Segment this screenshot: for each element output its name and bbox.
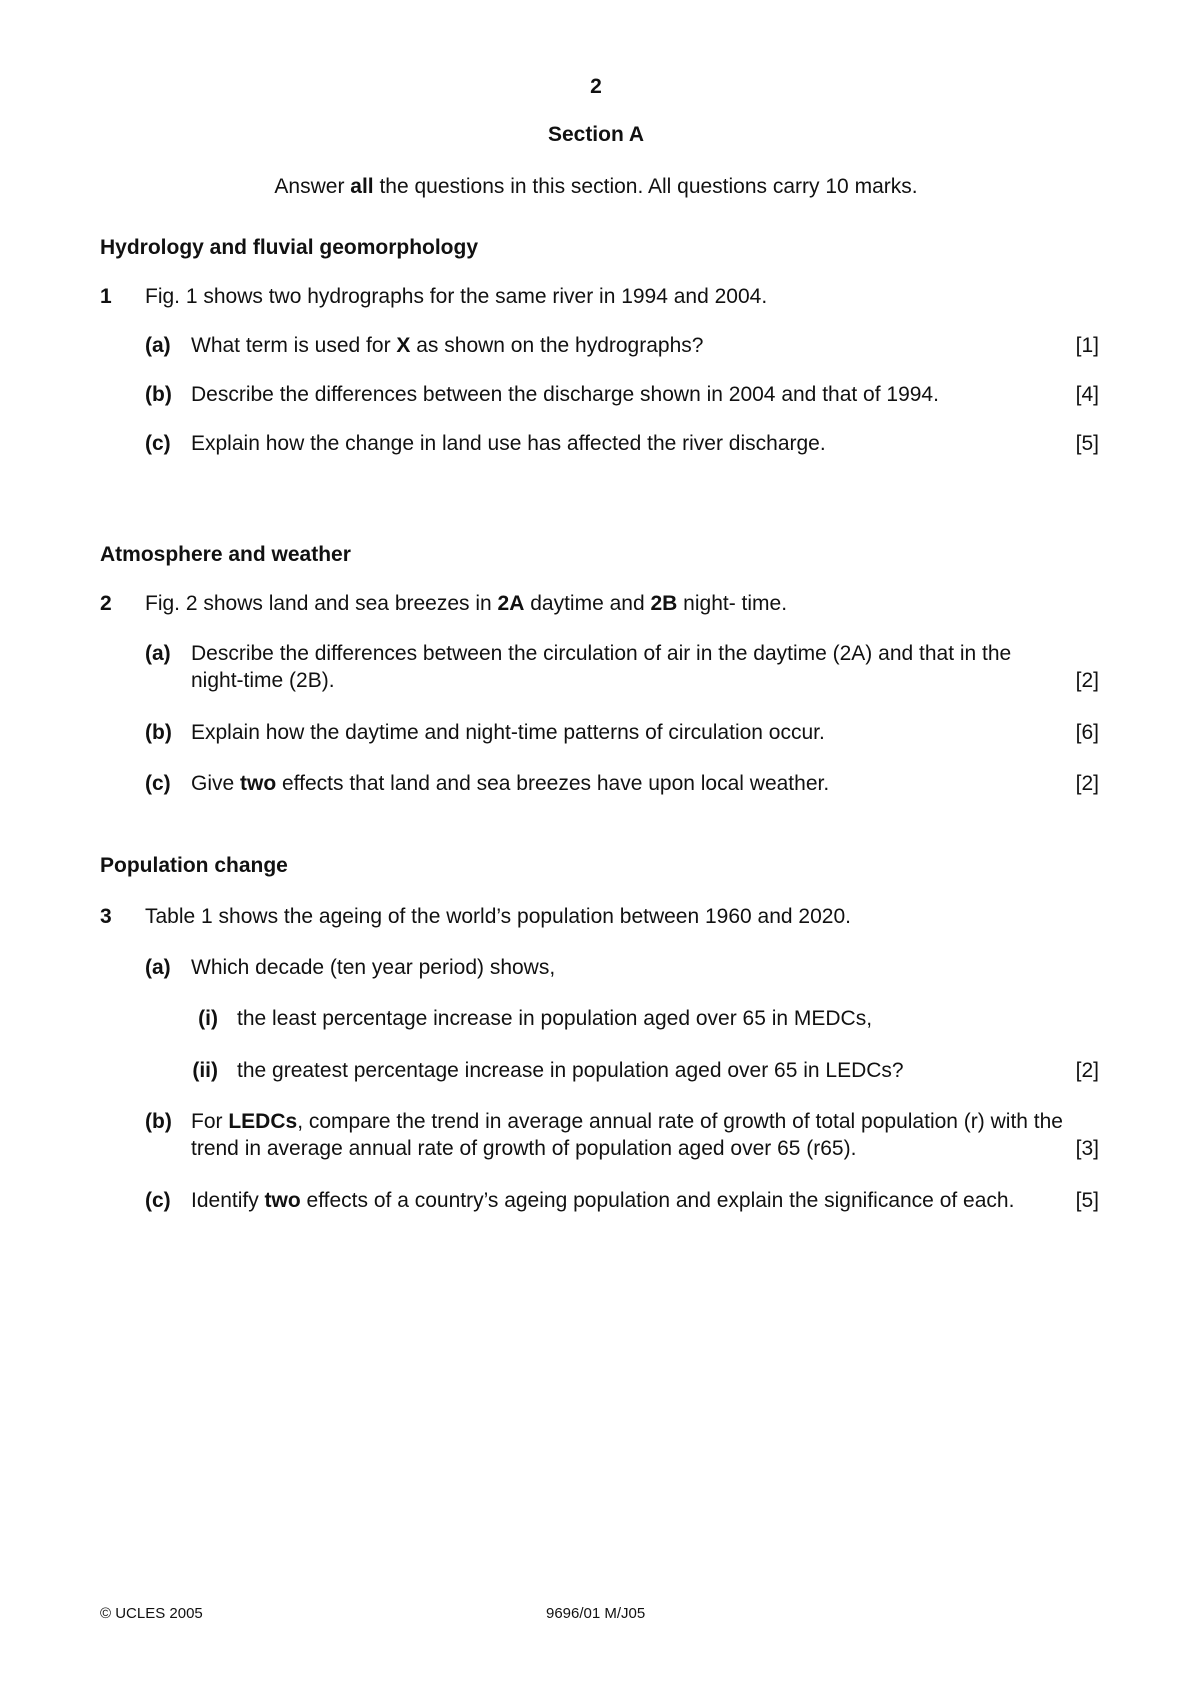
part-text-2a-line1: Describe the differences between the circulation of air in the daytime (2A) and that in the (191, 642, 1012, 665)
part-text-3b-bold: LEDCs (228, 1110, 298, 1133)
part-text-3c (191, 1188, 1061, 1214)
footer-copyright: © UCLES 2005 (100, 1605, 203, 1622)
question-text-3: Table 1 shows the ageing of the world’s population between 1960 and 2020. (145, 905, 851, 928)
part-text-3c-pre: Identify (191, 1189, 265, 1212)
part-text-3c-post: effects of a country’s ageing population and explain the significance of each. (300, 1189, 1015, 1212)
question-text-2-pre: Fig. 2 shows land and sea breezes in (145, 592, 498, 615)
part-text-2a-line2: night-time (2B). (191, 669, 335, 692)
marks-2a: [2] (1075, 669, 1099, 692)
part-text-3a: Which decade (ten year period) shows, (191, 956, 556, 979)
marks-1c: [5] (1075, 432, 1099, 455)
question-text-2-bold1: 2A (497, 592, 525, 615)
part-text-2c-post: effects that land and sea breezes have upon local weather. (276, 772, 830, 795)
part-label-3c: (c) (145, 1189, 171, 1212)
part-text-3b-post: , compare the trend in average annual rate of growth of total population (r) with the (297, 1110, 1063, 1133)
part-text-3b-pre: For (191, 1110, 229, 1133)
part-text-3b-line1 (191, 1109, 1099, 1135)
part-label-2c: (c) (145, 772, 171, 795)
part-text-1a-bold: X (396, 334, 411, 357)
section-heading-hydrology: Hydrology and fluvial geomorphology (100, 236, 479, 259)
part-label-1c: (c) (145, 432, 171, 455)
subpart-text-3a-i: the least percentage increase in population aged over 65 in MEDCs, (237, 1007, 873, 1030)
part-text-1b: Describe the differences between the discharge shown in 2004 and that of 1994. (191, 383, 939, 406)
marks-3b: [3] (1075, 1137, 1099, 1160)
part-text-2c-pre: Give (191, 772, 241, 795)
part-text-1c: Explain how the change in land use has affected the river discharge. (191, 432, 826, 455)
page-number: 2 (590, 75, 602, 98)
part-text-1a-pre: What term is used for (191, 334, 397, 357)
marks-1b: [4] (1075, 383, 1099, 406)
part-label-2a: (a) (145, 642, 171, 665)
marks-3c: [5] (1075, 1189, 1099, 1212)
instruction-post: the questions in this section. All questions carry 10 marks. (373, 175, 918, 198)
subpart-label-3a-i: (i) (198, 1007, 218, 1030)
footer-code: 9696/01 M/J05 (546, 1605, 646, 1622)
section-heading-atmosphere: Atmosphere and weather (100, 543, 351, 566)
part-text-1a-post: as shown on the hydrographs? (410, 334, 704, 357)
marks-2b: [6] (1075, 721, 1099, 744)
question-text-2-mid: daytime and (524, 592, 651, 615)
question-number-3: 3 (100, 905, 112, 928)
section-title: Section A (547, 123, 645, 146)
marks-1a: [1] (1075, 334, 1099, 357)
part-text-2c (191, 771, 1061, 797)
marks-3a: [2] (1075, 1059, 1099, 1082)
part-text-2b: Explain how the daytime and night-time patterns of circulation occur. (191, 721, 825, 744)
part-text-3c-bold: two (264, 1189, 301, 1212)
marks-2c: [2] (1075, 772, 1099, 795)
question-text-2 (145, 591, 1100, 617)
part-text-1a (191, 333, 1061, 359)
instruction-pre: Answer (274, 175, 351, 198)
part-label-1b: (b) (145, 383, 172, 406)
question-number-2: 2 (100, 592, 112, 615)
question-text-2-post: night- time. (677, 592, 788, 615)
question-number-1: 1 (100, 285, 112, 308)
subpart-label-3a-ii: (ii) (192, 1059, 218, 1082)
question-text-2-bold2: 2B (650, 592, 678, 615)
part-text-2c-bold: two (240, 772, 277, 795)
part-label-3b: (b) (145, 1110, 172, 1133)
instruction (0, 174, 1192, 200)
part-label-2b: (b) (145, 721, 172, 744)
section-heading-population: Population change (100, 854, 288, 877)
part-label-3a: (a) (145, 956, 171, 979)
part-text-3b-line2: trend in average annual rate of growth of population aged over 65 (r65). (191, 1137, 857, 1160)
subpart-text-3a-ii: the greatest percentage increase in population aged over 65 in LEDCs? (237, 1059, 904, 1082)
part-label-1a: (a) (145, 334, 171, 357)
question-text-1: Fig. 1 shows two hydrographs for the same river in 1994 and 2004. (145, 285, 768, 308)
instruction-bold: all (350, 175, 374, 198)
